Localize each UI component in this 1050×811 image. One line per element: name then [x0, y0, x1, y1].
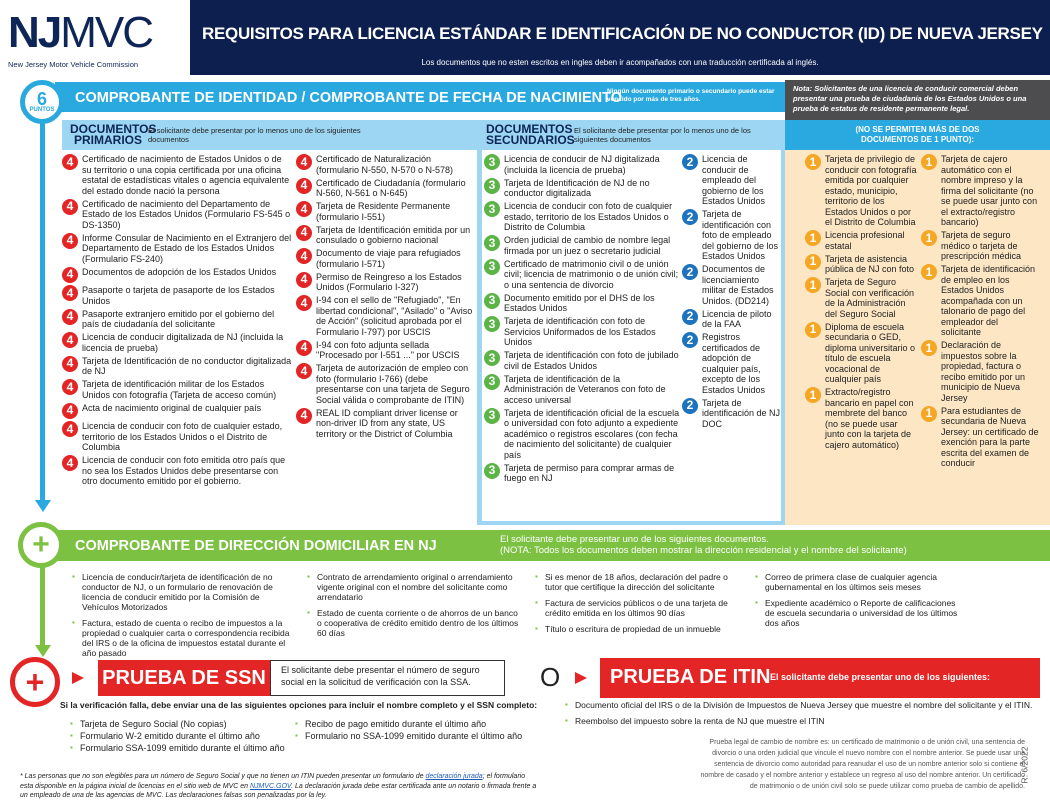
points-4-icon: 4 [62, 356, 78, 372]
points-4-icon: 4 [296, 295, 312, 311]
footnote-text: * Las personas que no son elegibles para un número de Seguro Social y que no tienen un ITIN pueden presentar un formulario de [20, 773, 426, 780]
secondary-docs-header [478, 120, 785, 150]
document-item [62, 455, 292, 487]
points-2-icon: 2 [682, 309, 698, 325]
one-point-list-2 [921, 154, 1039, 471]
arrow-right-icon [575, 672, 587, 684]
document-label: Declaración de impuestos sobre la propiedad, factura o recibo emitido por un municipio de Nueva Jersey [941, 340, 1026, 403]
primary-docs-header [62, 120, 478, 150]
primary-list-1 [62, 154, 292, 489]
document-item [682, 209, 782, 262]
document-item [484, 463, 680, 484]
points-badge [20, 80, 64, 124]
points-4-icon: 4 [296, 154, 312, 170]
njmvc-logo [0, 0, 190, 75]
plus-icon [18, 522, 64, 568]
points-3-icon: 3 [484, 293, 500, 309]
points-2-icon: 2 [682, 398, 698, 414]
points-3-icon: 3 [484, 408, 500, 424]
affidavit-link[interactable]: declaración jurada [425, 773, 483, 780]
document-label: Tarjeta de Identificación emitida por un consulado o gobierno nacional [316, 224, 471, 245]
document-item [296, 201, 474, 222]
document-label: Extracto/registro bancario en papel con membrete del banco (no se puede usar junto con la tarjeta de cajero automático) [825, 387, 914, 450]
bullet-item: ▪ Factura, estado de cuenta o recibo de impuestos a la propiedad o cualquier carta o correspondencia recibida del IRS o de la oficina de impuestos estatal durante el año pasado [72, 618, 295, 658]
document-label: Tarjeta de identificación con foto de Servicios Uniformados de los Estados Unidos [504, 316, 656, 347]
document-label: Informe Consular de Nacimiento en el Extranjero del Departamento de Estado de los Estados Unidos (Formulario FS-240) [82, 232, 292, 264]
footnote [20, 772, 540, 801]
document-item [484, 201, 680, 233]
bullet-item: ▪ Correo de primera clase de cualquier agencia gubernamental en los últimos seis meses [755, 572, 963, 592]
points-2-icon: 2 [682, 332, 698, 348]
address-note-1: El solicitante debe presentar uno de los siguientes documentos. [500, 534, 769, 545]
document-item [296, 408, 474, 440]
points-4-icon: 4 [296, 248, 312, 264]
bullet-item: ▪ Si es menor de 18 años, declaración del padre o tutor que certifique la dirección del solicitante [535, 572, 743, 592]
document-item [62, 403, 292, 419]
document-item [484, 154, 680, 175]
document-label: Certificado de nacimiento de Estados Unidos o de su territorio o una copia certificada por una oficina estatal de estadísticas vitales o agencia equivalente del estado donde nació la persona [82, 154, 290, 196]
document-item [484, 178, 680, 199]
document-label: Tarjeta de Seguro Social con verificación de la Administración del Seguro Social [825, 277, 915, 319]
expiry-note: Ningún documento primario o secundario puede estar vencido por más de tres años. [607, 88, 775, 103]
document-item [62, 199, 292, 231]
bullet-item: ▪ Documento oficial del IRS o de la División de Impuestos de Nueva Jersey que muestre el nombre del solicitante y el ITIN. [565, 700, 1045, 710]
document-item [484, 235, 680, 256]
one-point-docs [785, 150, 1050, 525]
points-1-icon: 1 [805, 322, 821, 338]
document-item [682, 309, 782, 330]
secondary-list-2 [682, 154, 782, 432]
document-item [805, 277, 917, 319]
points-3-icon: 3 [484, 201, 500, 217]
document-item [296, 248, 474, 269]
document-label: Permiso de Reingreso a los Estados Unidos (Formulario I-327) [316, 271, 462, 292]
arrow-right-icon [72, 672, 84, 684]
points-4-icon: 4 [62, 154, 78, 170]
itin-list [565, 700, 1045, 732]
points-4-icon: 4 [296, 178, 312, 194]
points-3-icon: 3 [484, 154, 500, 170]
page-subtitle: Los documentos que no esten escritos en ingles deben ir acompañados con una traducción certificada al inglés. [421, 58, 819, 67]
points-2-icon: 2 [682, 264, 698, 280]
document-label: Licencia de conducir de NJ digitalizada (incluida la licencia de prueba) [504, 154, 660, 175]
bullet-item: ▪ Formulario W-2 emitido durante el último año [70, 731, 290, 741]
document-item [62, 379, 292, 400]
document-label: Para estudiantes de secundaria de Nueva Jersey: un certificado de exención para la parte escrita del examen de conducir [941, 405, 1039, 468]
document-item [296, 154, 474, 175]
document-label: Tarjeta de identificación de la Administración de Veteranos con foto de acceso universal [504, 373, 666, 405]
document-label: Licencia de conducir con foto emitida otro país que no sea los Estados Unidos debe presentarse con otro documento emitido por el gobierno. [82, 455, 286, 486]
document-label: Tarjeta de privilegio de conducir con fotografía emitida por cualquier estado, municipio, territorio de los Estados Unidos o por el Distrito de Columbia [825, 154, 917, 227]
points-4-icon: 4 [62, 285, 78, 301]
plus-symbol: + [25, 663, 45, 700]
points-1-icon: 1 [805, 230, 821, 246]
points-4-icon: 4 [62, 233, 78, 249]
document-item [921, 340, 1039, 403]
document-item [296, 272, 474, 293]
points-4-icon: 4 [296, 408, 312, 424]
arrow-down-icon [35, 645, 51, 657]
document-item [484, 350, 680, 371]
page-title: REQUISITOS PARA LICENCIA ESTÁNDAR E IDENTIFICACIÓN DE NO CONDUCTOR (ID) DE NUEVA JERSEY [202, 24, 1043, 43]
document-item [296, 363, 474, 405]
bullet-item: ▪ Contrato de arrendamiento original o arrendamiento vigente original con el nombre del solicitante como arrendatario [307, 572, 523, 602]
document-item [296, 295, 474, 337]
document-item [805, 322, 917, 385]
address-column [755, 572, 975, 664]
document-label: Acta de nacimiento original de cualquier país [82, 402, 262, 413]
points-4-icon: 4 [62, 309, 78, 325]
document-item [805, 154, 917, 228]
document-label: Licencia de conducir con foto de cualquier estado, territorio de los Estados Unidos o el Distrito de Columbia [82, 421, 283, 452]
ssn-desc: El solicitante debe presentar el número de seguro social en la solicitud de verificación con la SSA. [270, 660, 505, 696]
bullet-item: ▪ Formulario SSA-1099 emitido durante el último año [70, 743, 290, 753]
points-1-icon: 1 [921, 406, 937, 422]
points-4-icon: 4 [62, 421, 78, 437]
points-4-icon: 4 [296, 225, 312, 241]
footnote-text: . La declaración jurada debe estar certificada ante un notario o firmada frente a un empleado de una de las agencias de MVC. Las declaraciones falsas son penalizadas por la ley. [20, 782, 537, 799]
document-label: Tarjeta de identificación de NJ DOC [702, 397, 781, 429]
address-section-header [55, 530, 1050, 561]
document-label: Certificado de matrimonio civil o de unión civil; licencia de matrimonio o de unión civil; o una sentencia de divorcio [504, 258, 679, 290]
points-1-icon: 1 [921, 230, 937, 246]
document-label: Tarjeta de cajero automático con el nombre impreso y la firma del solicitante (no se puede usar junto con el extracto/registro bancario) [941, 154, 1038, 227]
address-title: COMPROBANTE DE DIRECCIÓN DOMICILIAR EN NJ [75, 538, 437, 554]
points-3-icon: 3 [484, 235, 500, 251]
document-item [62, 309, 292, 330]
document-item [296, 340, 474, 361]
logo-mvc: MVC [60, 8, 153, 57]
points-4-icon: 4 [296, 201, 312, 217]
document-label: Licencia profesional estatal [825, 230, 905, 251]
document-item [484, 259, 680, 291]
logo-nj: NJ [8, 8, 61, 57]
ssn-title: PRUEBA DE SSN [98, 660, 270, 696]
one-point-list-1 [805, 154, 917, 453]
points-4-icon: 4 [62, 332, 78, 348]
bullet-item: ▪ Recibo de pago emitido durante el último año [295, 719, 525, 729]
bullet-item: ▪ Formulario no SSA-1099 emitido durante el último año [295, 731, 525, 741]
ssn-fallback: Si la verificación falla, debe enviar una de las siguientes opciones para incluir el nombre completo y el SSN completo: [60, 700, 538, 710]
points-1-icon: 1 [805, 277, 821, 293]
document-label: Tarjeta de identificación con foto de empleado del gobierno de los Estados Unidos [702, 209, 779, 261]
document-label: Certificado de Ciudadanía (formulario N-560, N-561 o N-645) [316, 177, 466, 198]
points-1-icon: 1 [805, 154, 821, 170]
document-item [921, 230, 1039, 262]
njmvc-link[interactable]: NJMVC.GOV [249, 782, 292, 790]
one-point-heading: (NO SE PERMITEN MÁS DE DOS DOCUMENTOS DE 1 PUNTO): [855, 125, 980, 144]
document-label: Licencia de conducir con foto de cualquier estado, territorio de los Estados Unidos o Distrito de Columbia [504, 201, 673, 232]
document-label: Tarjeta de Identificación de no conductor digitalizada de NJ [82, 355, 292, 376]
document-label: Tarjeta de identificación militar de los Estados Unidos con fotografía (Tarjeta de acceso común) [82, 379, 277, 400]
points-3-icon: 3 [484, 374, 500, 390]
document-item [921, 154, 1039, 228]
document-item [682, 332, 782, 395]
document-label: Licencia de conducir digitalizada de NJ (incluida la licencia de prueba) [82, 332, 284, 353]
document-item [296, 178, 474, 199]
points-2-icon: 2 [682, 154, 698, 170]
points-3-icon: 3 [484, 259, 500, 275]
points-label: PUNTOS [29, 107, 55, 113]
document-label: Tarjeta de permiso para comprar armas de fuego en NJ [504, 462, 675, 483]
document-label: Documentos de adopción de los Estados Unidos [82, 266, 277, 277]
points-1-icon: 1 [805, 254, 821, 270]
bullet-item: ▪ Factura de servicios públicos o de una tarjeta de crédito emitida en los últimos 90 días [535, 598, 743, 618]
secondary-docs [478, 150, 785, 525]
points-4-icon: 4 [62, 403, 78, 419]
document-item [682, 154, 782, 207]
document-label: Documentos de licenciamiento militar de Estados Unidos. (DD214) [702, 264, 774, 306]
document-item [62, 332, 292, 353]
primary-docs [62, 150, 478, 525]
points-1-icon: 1 [921, 340, 937, 356]
bullet-item: ▪ Licencia de conducir/tarjeta de identificación de no conductor de NJ, o un formulario de renovación de licencia de conducir emitido por la Comisión de Vehículos Motorizados [72, 572, 295, 612]
address-column [72, 572, 307, 664]
document-label: Tarjeta de identificación con foto de jubilado civil de Estados Unidos [504, 350, 679, 371]
points-value: 6 [36, 89, 47, 109]
document-label: Documento de viaje para refugiados (formulario I-571) [316, 248, 461, 269]
one-point-header [785, 120, 1050, 150]
document-label: Orden judicial de cambio de nombre legal firmada por un juez o secretario judicial [504, 235, 671, 256]
document-item [484, 316, 680, 348]
document-item [62, 233, 292, 265]
points-4-icon: 4 [296, 363, 312, 379]
points-4-icon: 4 [296, 272, 312, 288]
revision-label: R: 6/2022 [1019, 746, 1030, 784]
name-change-note: Prueba legal de cambio de nombre es: un certificado de matrimonio o de unión civil, una sentencia de divorcio o una orden judicial que vincule el nuevo nombre con el nombre anterior. Se puede usar una sentencia de divorcio como autoridad para reanudar el uso de un nombre anterior solo si contiene el nombre de casado y el nombre anterior y establece un regreso al uso del nombre anterior. Un certificado de matrimonio o de unión civil solo se puede utilizar como prueba de cambio de apellido. [700, 739, 1025, 790]
logo-subtitle: New Jersey Motor Vehicle Commission [8, 60, 139, 69]
footnote-text: ; el formulario esta disponible en la página inicial de licencias en el sitio web de MVC en [20, 773, 526, 790]
document-item [921, 264, 1039, 338]
bullet-item: ▪ Estado de cuenta corriente o de ahorros de un banco o cooperativa de crédito emitido dentro de los últimos 60 días [307, 608, 523, 638]
document-label: Registros certificados de adopción de cualquier país, excepto de los Estados Unidos [702, 332, 766, 395]
document-label: Certificado de nacimiento del Departamento de Estado de los Estados Unidos (Formulario FS-545 o DS-1350) [82, 198, 291, 230]
points-2-icon: 2 [682, 209, 698, 225]
address-column [307, 572, 535, 664]
document-item [682, 398, 782, 430]
plus-icon [10, 657, 60, 707]
document-label: Certificado de Naturalización (formulario N-550, N-570 o N-578) [316, 154, 454, 175]
document-item [921, 406, 1039, 469]
document-item [805, 387, 917, 450]
points-4-icon: 4 [62, 267, 78, 283]
points-1-icon: 1 [805, 387, 821, 403]
document-item [805, 254, 917, 275]
document-label: REAL ID compliant driver license or non-driver ID from any state, US territory or the District of Columbia [316, 407, 458, 439]
document-item [296, 225, 474, 246]
document-item [62, 285, 292, 306]
document-label: Tarjeta de asistencia pública de NJ con foto [825, 253, 915, 274]
document-item [62, 356, 292, 377]
identity-title: COMPROBANTE DE IDENTIDAD / COMPROBANTE DE FECHA DE NACIMIENTO [75, 90, 622, 106]
document-label: Documento emitido por el DHS de los Estados Unidos [504, 292, 655, 313]
itin-desc: El solicitante debe presentar uno de los siguientes: [770, 672, 991, 682]
document-label: I-94 con el sello de "Refugiado", "En libertad condicional", "Asilado" o "Aviso de Acción" (solicitud aprobada por el Formulario I-797) por USCIS [316, 295, 473, 337]
document-item [682, 264, 782, 306]
document-label: Tarjeta de Residente Permanente (formulario I-551) [316, 201, 451, 222]
document-label: Pasaporte extranjero emitido por el gobierno del país de ciudadanía del solicitante [82, 308, 275, 329]
header-banner [190, 0, 1050, 75]
primary-list-2 [296, 154, 474, 442]
points-3-icon: 3 [484, 316, 500, 332]
document-label: Pasaporte o tarjeta de pasaporte de los Estados Unidos [82, 285, 275, 306]
document-label: Licencia de conducir de empleado del gobierno de los Estados Unidos [702, 154, 766, 206]
document-item [62, 154, 292, 196]
points-4-icon: 4 [296, 340, 312, 356]
points-4-icon: 4 [62, 379, 78, 395]
secondary-heading: DOCUMENTOS SECUNDARIOS [486, 122, 575, 147]
document-item [62, 421, 292, 453]
document-label: Tarjeta de Identificación de NJ de no conductor digitalizada [504, 177, 650, 198]
points-4-icon: 4 [62, 199, 78, 215]
document-label: I-94 con foto adjunta sellada "Procesado por I-551 ..." por USCIS [316, 339, 460, 360]
bullet-item: ▪ Tarjeta de Seguro Social (No copias) [70, 719, 290, 729]
document-label: Tarjeta de seguro médico o tarjeta de prescripción médica [941, 230, 1022, 261]
points-3-icon: 3 [484, 178, 500, 194]
ssn-list-1 [70, 719, 290, 755]
points-4-icon: 4 [62, 455, 78, 471]
flow-line-blue [40, 110, 45, 505]
primary-heading: DOCUMENTOS PRIMARIOS [70, 122, 157, 147]
or-label: O [540, 662, 561, 692]
document-item [484, 293, 680, 314]
secondary-desc: El solicitante debe presentar por lo menos uno de los siguientes documentos [574, 126, 751, 144]
points-1-icon: 1 [921, 154, 937, 170]
document-label: Tarjeta de identificación de empleo en los Estados Unidos acompañada con un talonario de pago del empleador del solicitante [941, 264, 1036, 337]
itin-header [600, 658, 1040, 698]
document-label: Licencia de piloto de la FAA [702, 308, 772, 329]
document-item [805, 230, 917, 251]
arrow-down-icon [35, 500, 51, 512]
bullet-item: ▪ Reembolso del impuesto sobre la renta de NJ que muestre el ITIN [565, 716, 1045, 726]
flow-line-green [40, 560, 45, 650]
secondary-list-1 [484, 154, 680, 486]
plus-symbol: + [32, 528, 50, 561]
bullet-item: ▪ Expediente académico o Reporte de calificaciones de escuela secundaria o universidad de los últimos dos años [755, 598, 963, 628]
bullet-item: ▪ Título o escritura de propiedad de un inmueble [535, 624, 743, 634]
points-1-icon: 1 [921, 264, 937, 280]
cdl-note: Nota: Solicitantes de una licencia de conducir comercial deben presentar una prueba de ciudadanía de los Estados Unidos o una prueba de estatus de residente permanente legal. [785, 80, 1050, 122]
document-label: Tarjeta de identificación oficial de la escuela o universidad con foto adjunto a expediente académico o registros escolares (con fecha de nacimiento del solicitante) de cualquier país [504, 407, 680, 460]
points-3-icon: 3 [484, 463, 500, 479]
identity-section-header [55, 82, 785, 112]
itin-title: PRUEBA DE ITIN [610, 666, 771, 688]
address-column [535, 572, 755, 664]
document-item [62, 267, 292, 283]
address-note-2: (NOTA: Todos los documentos deben mostrar la dirección residencial y el nombre del solicitante) [500, 545, 907, 556]
address-docs [72, 572, 1042, 664]
document-label: Diploma de escuela secundaria o GED, diploma universitario o título de escuela vocacional de cualquier país [825, 321, 916, 384]
document-item [484, 374, 680, 406]
points-3-icon: 3 [484, 350, 500, 366]
ssn-list-2 [295, 719, 525, 743]
document-label: Tarjeta de autorización de empleo con foto (formulario I-766) (debe presentarse con una tarjeta de Seguro Social válida o comprobante de ITIN) [316, 363, 470, 405]
primary-desc: El solicitante debe presentar por lo menos uno de los siguientes documentos [148, 126, 361, 144]
document-item [484, 408, 680, 461]
